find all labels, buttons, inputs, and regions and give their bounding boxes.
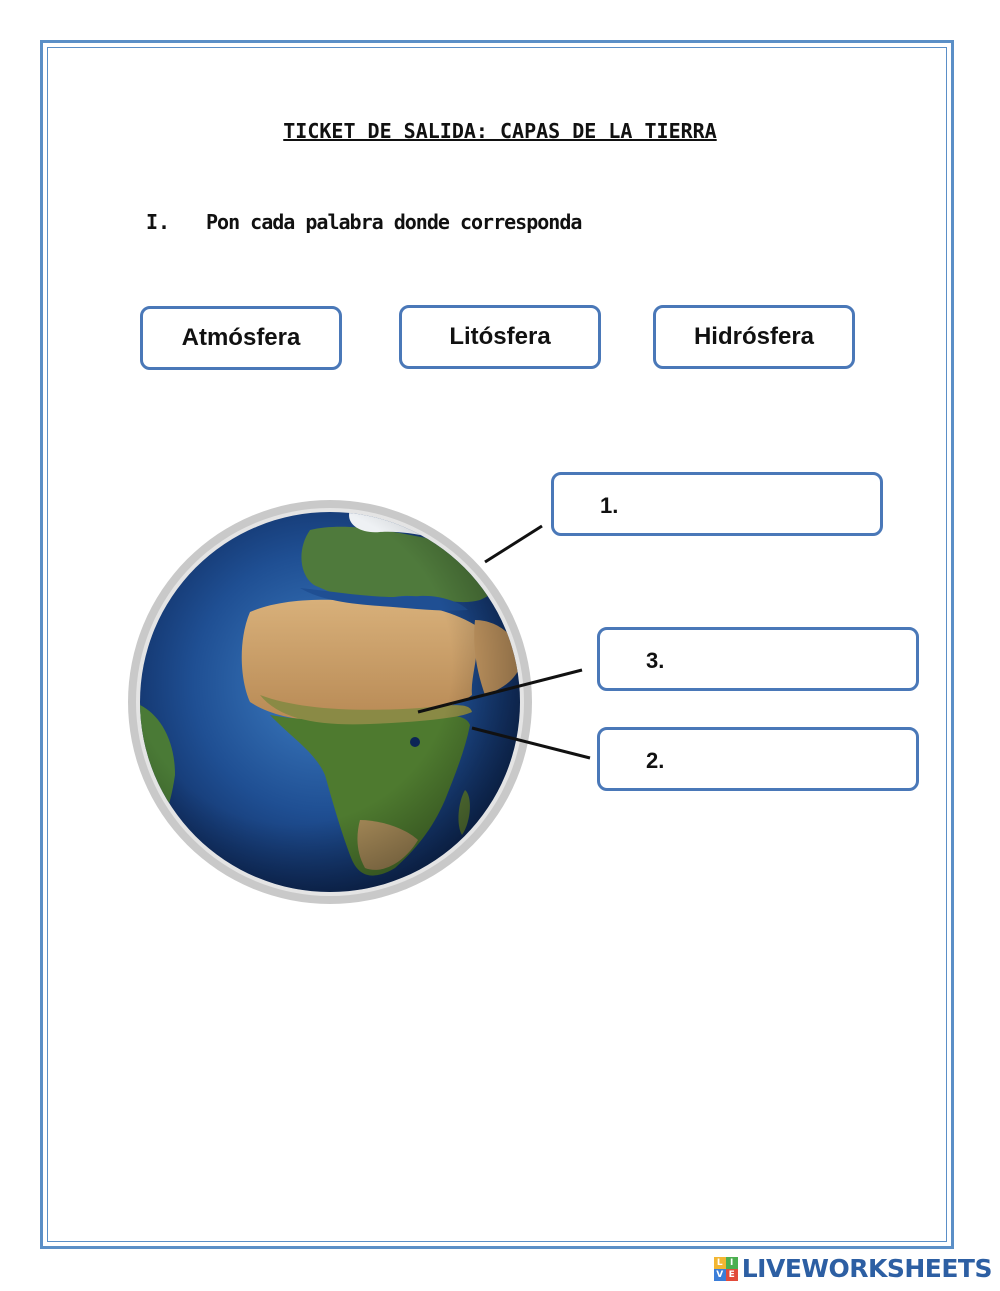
answer-slot-2[interactable] xyxy=(597,727,919,791)
earth-diagram xyxy=(120,490,610,920)
worksheet-title: TICKET DE SALIDA: CAPAS DE LA TIERRA xyxy=(283,119,717,143)
word-litosfera[interactable]: Litósfera xyxy=(399,305,601,369)
liveworksheets-logo-icon xyxy=(714,1257,738,1281)
instruction-number: I. xyxy=(146,210,171,234)
brand-name: LIVEWORKSHEETS xyxy=(741,1254,992,1283)
answer-input-3[interactable] xyxy=(680,640,904,682)
answer-input-2[interactable] xyxy=(680,740,904,782)
answer-slot-1[interactable] xyxy=(551,472,883,536)
answer-number-2: 2. xyxy=(646,748,665,773)
answer-number-1: 1. xyxy=(600,493,619,518)
word-hidrosfera[interactable]: Hidrósfera xyxy=(653,305,855,369)
answer-slot-3[interactable] xyxy=(597,627,919,691)
logo-letter: L xyxy=(714,1257,726,1269)
instruction-text: Pon cada palabra donde corresponda xyxy=(206,210,582,234)
leader-line-1 xyxy=(485,526,542,562)
logo-letter: I xyxy=(726,1257,738,1269)
word-atmosfera[interactable]: Atmósfera xyxy=(140,306,342,370)
logo-letter: E xyxy=(726,1269,738,1281)
answer-input-1[interactable] xyxy=(634,485,868,527)
answer-number-3: 3. xyxy=(646,648,665,673)
brand-footer xyxy=(714,1254,992,1283)
logo-letter: V xyxy=(714,1269,726,1281)
